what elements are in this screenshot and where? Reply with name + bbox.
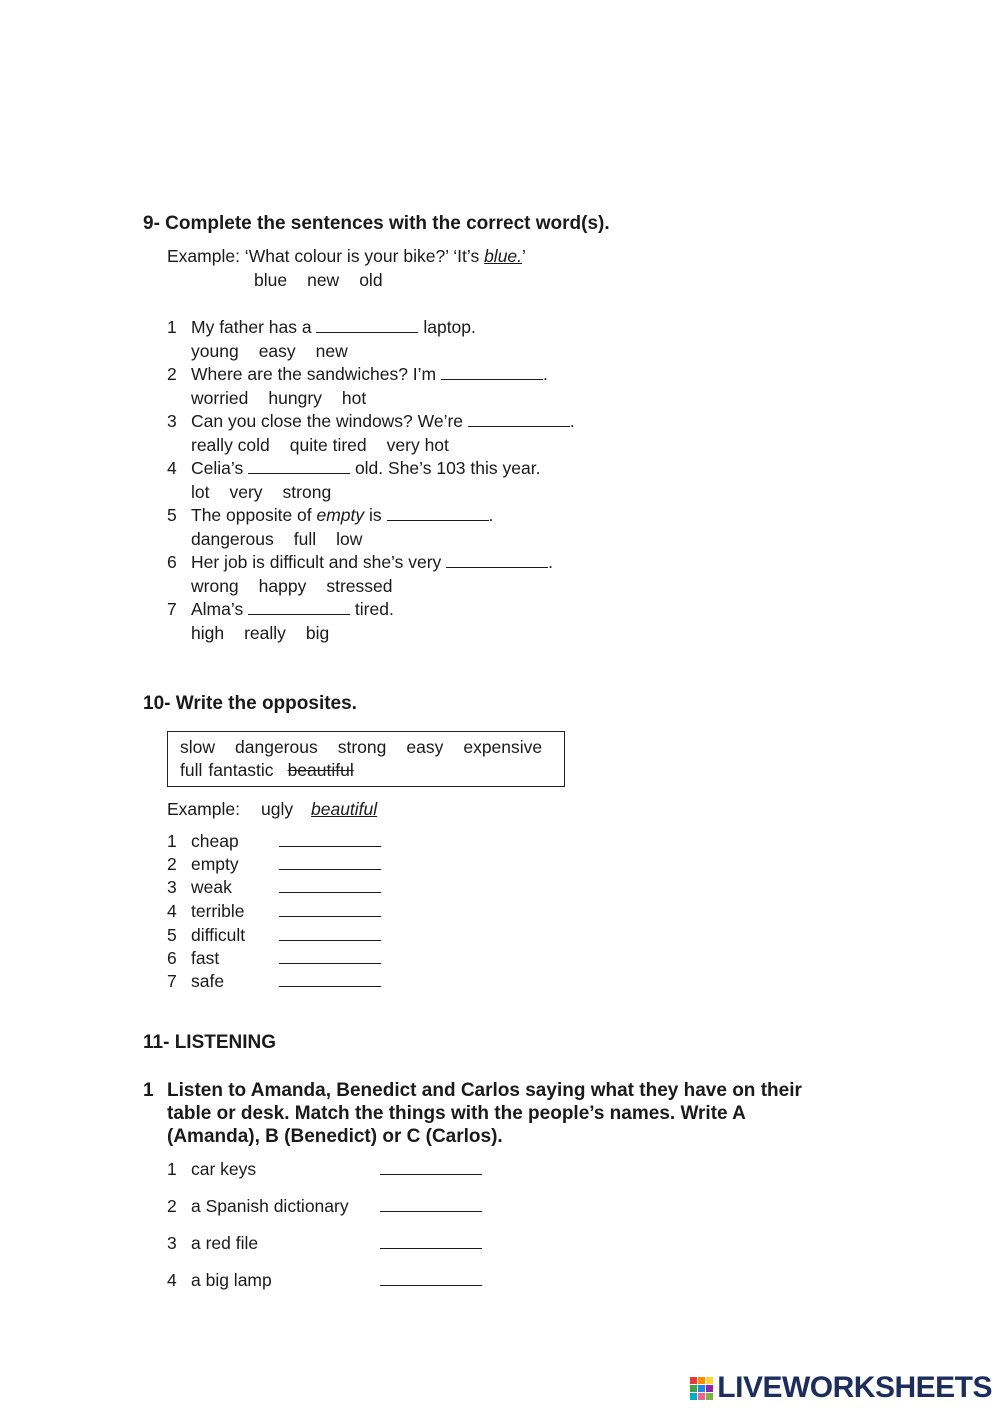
item-text-before-2: is — [364, 505, 387, 525]
answer-blank[interactable] — [279, 869, 381, 870]
option: low — [336, 529, 363, 549]
word-box-word: slow — [180, 737, 216, 757]
word-box-word: strong — [337, 737, 387, 757]
example-suffix: ’ — [522, 246, 526, 266]
answer-blank[interactable] — [279, 940, 381, 941]
item-text-before: Her job is difficult and she’s very — [191, 552, 447, 572]
word-box-word: full — [180, 760, 203, 780]
option: hungry — [268, 388, 322, 408]
logo-mark-icon — [690, 1377, 713, 1400]
item-number: 1 — [167, 317, 177, 337]
word-box-line-1 — [180, 737, 542, 758]
item-number: 3 — [167, 411, 177, 431]
item-italic-word: empty — [316, 505, 365, 525]
option: big — [305, 623, 330, 643]
opposite-item — [167, 971, 381, 992]
example-prefix: Example: ‘What colour is your bike?’ ‘It’s — [167, 246, 485, 266]
option: very — [229, 482, 263, 502]
item-text-after: laptop. — [418, 317, 476, 337]
option: very hot — [386, 435, 449, 455]
section-10-heading: 10- Write the opposites. — [143, 693, 357, 714]
question-item — [167, 458, 540, 479]
option: blue — [254, 270, 288, 290]
option: strong — [282, 482, 332, 502]
question-item — [167, 599, 394, 620]
section-9-heading: 9- Complete the sentences with the correct word(s). — [143, 213, 610, 234]
option: stressed — [326, 576, 393, 596]
item-number: 6 — [167, 552, 177, 572]
item-text-after: tired. — [350, 599, 394, 619]
word-box-word: easy — [406, 737, 444, 757]
item-text: a Spanish dictionary — [191, 1196, 349, 1216]
answer-blank[interactable] — [316, 332, 418, 333]
opposite-item — [167, 948, 381, 969]
logo-cell — [706, 1393, 713, 1400]
answer-blank[interactable] — [279, 892, 381, 893]
item-number: 5 — [167, 925, 177, 945]
item-number: 1 — [167, 1159, 177, 1179]
item-word: empty — [191, 854, 239, 874]
answer-blank[interactable] — [248, 473, 350, 474]
item-word: weak — [191, 877, 232, 897]
example-label: Example: — [167, 799, 240, 819]
item-options — [191, 576, 393, 597]
item-word: cheap — [191, 831, 239, 851]
logo-cell — [690, 1393, 697, 1400]
section-10-example — [167, 799, 377, 820]
item-number: 7 — [167, 599, 177, 619]
item-text-after: . — [542, 364, 548, 384]
answer-blank[interactable] — [468, 426, 570, 427]
question-item — [167, 364, 548, 385]
option: dangerous — [191, 529, 274, 549]
section-11-heading: 11- LISTENING — [143, 1032, 277, 1053]
section-9-example — [167, 246, 526, 267]
item-text: a big lamp — [191, 1270, 272, 1290]
item-text: a red file — [191, 1233, 259, 1253]
option: happy — [258, 576, 307, 596]
item-number: 3 — [167, 1233, 177, 1253]
item-options — [191, 435, 449, 456]
item-number: 6 — [167, 948, 177, 968]
liveworksheets-logo — [690, 1371, 992, 1405]
answer-blank[interactable] — [441, 379, 543, 380]
section-9-example-options — [254, 270, 383, 291]
item-number: 2 — [167, 364, 177, 384]
question-item — [167, 505, 493, 526]
question-item — [167, 317, 476, 338]
option: high — [191, 623, 225, 643]
item-options — [191, 482, 331, 503]
item-options — [191, 341, 348, 362]
item-text-before: Where are the sandwiches? I’m — [191, 364, 441, 384]
example-word: ugly — [261, 799, 294, 819]
answer-blank[interactable] — [380, 1174, 482, 1175]
item-text-after: . — [488, 505, 494, 525]
word-box-word: fantastic — [208, 760, 274, 780]
item-word: fast — [191, 948, 220, 968]
item-number: 1 — [167, 831, 177, 851]
option: quite tired — [289, 435, 367, 455]
listening-item — [167, 1196, 482, 1217]
logo-cell — [698, 1377, 705, 1384]
word-box-word: expensive — [463, 737, 543, 757]
item-word: terrible — [191, 901, 245, 921]
example-answer: blue. — [484, 246, 523, 266]
listening-item — [167, 1270, 482, 1291]
item-number: 4 — [167, 901, 177, 921]
option: hot — [341, 388, 367, 408]
answer-blank[interactable] — [279, 963, 381, 964]
option: worried — [191, 388, 249, 408]
answer-blank[interactable] — [279, 846, 381, 847]
answer-blank[interactable] — [248, 614, 350, 615]
question-item — [167, 411, 575, 432]
word-box-struck-word: beautiful — [287, 760, 354, 780]
item-options — [191, 529, 362, 550]
item-word: difficult — [191, 925, 246, 945]
listening-task-line: (Amanda), B (Benedict) or C (Carlos). — [167, 1126, 503, 1147]
answer-blank[interactable] — [387, 520, 489, 521]
logo-cell — [698, 1393, 705, 1400]
answer-blank[interactable] — [380, 1285, 482, 1286]
item-number: 3 — [167, 877, 177, 897]
word-box-line-2 — [180, 760, 354, 781]
option: full — [293, 529, 317, 549]
answer-blank[interactable] — [380, 1211, 482, 1212]
answer-blank[interactable] — [279, 986, 381, 987]
item-word: safe — [191, 971, 225, 991]
option: new — [307, 270, 340, 290]
option: lot — [191, 482, 210, 502]
option: really cold — [191, 435, 270, 455]
item-options — [191, 623, 329, 644]
logo-cell — [706, 1377, 713, 1384]
opposite-item — [167, 831, 381, 852]
item-number: 4 — [167, 458, 177, 478]
logo-cell — [706, 1385, 713, 1392]
listening-item — [167, 1233, 482, 1254]
logo-cell — [690, 1385, 697, 1392]
opposite-item — [167, 901, 381, 922]
word-box-word: dangerous — [235, 737, 318, 757]
item-number: 2 — [167, 854, 177, 874]
item-options — [191, 388, 366, 409]
opposite-item — [167, 854, 381, 875]
item-text-after: old. She’s 103 this year. — [350, 458, 541, 478]
option: old — [359, 270, 383, 290]
item-text-after: . — [548, 552, 554, 572]
option: easy — [258, 341, 296, 361]
example-answer: beautiful — [311, 799, 378, 819]
item-text-before: My father has a — [191, 317, 317, 337]
opposite-item — [167, 925, 381, 946]
item-text-before: Alma’s — [191, 599, 249, 619]
item-number: 4 — [167, 1270, 177, 1290]
listening-task-line: Listen to Amanda, Benedict and Carlos saying what they have on their — [167, 1080, 802, 1101]
item-text-before: The opposite of — [191, 505, 317, 525]
listening-task-number: 1 — [143, 1080, 154, 1101]
option: wrong — [191, 576, 239, 596]
item-text: car keys — [191, 1159, 257, 1179]
item-number: 7 — [167, 971, 177, 991]
answer-blank[interactable] — [279, 916, 381, 917]
item-text-before: Can you close the windows? We’re — [191, 411, 468, 431]
option: new — [315, 341, 348, 361]
opposite-item — [167, 877, 381, 898]
item-number: 2 — [167, 1196, 177, 1216]
listening-item — [167, 1159, 482, 1180]
word-box — [167, 731, 565, 787]
item-text-after: . — [569, 411, 575, 431]
option: young — [191, 341, 239, 361]
question-item — [167, 552, 553, 573]
answer-blank[interactable] — [380, 1248, 482, 1249]
item-text-before: Celia’s — [191, 458, 249, 478]
logo-text: LIVEWORKSHEETS — [717, 1371, 992, 1404]
listening-task-line: table or desk. Match the things with the people’s names. Write A — [167, 1103, 746, 1124]
logo-cell — [690, 1377, 697, 1384]
answer-blank[interactable] — [446, 567, 548, 568]
option: really — [244, 623, 286, 643]
item-number: 5 — [167, 505, 177, 525]
logo-cell — [698, 1385, 705, 1392]
